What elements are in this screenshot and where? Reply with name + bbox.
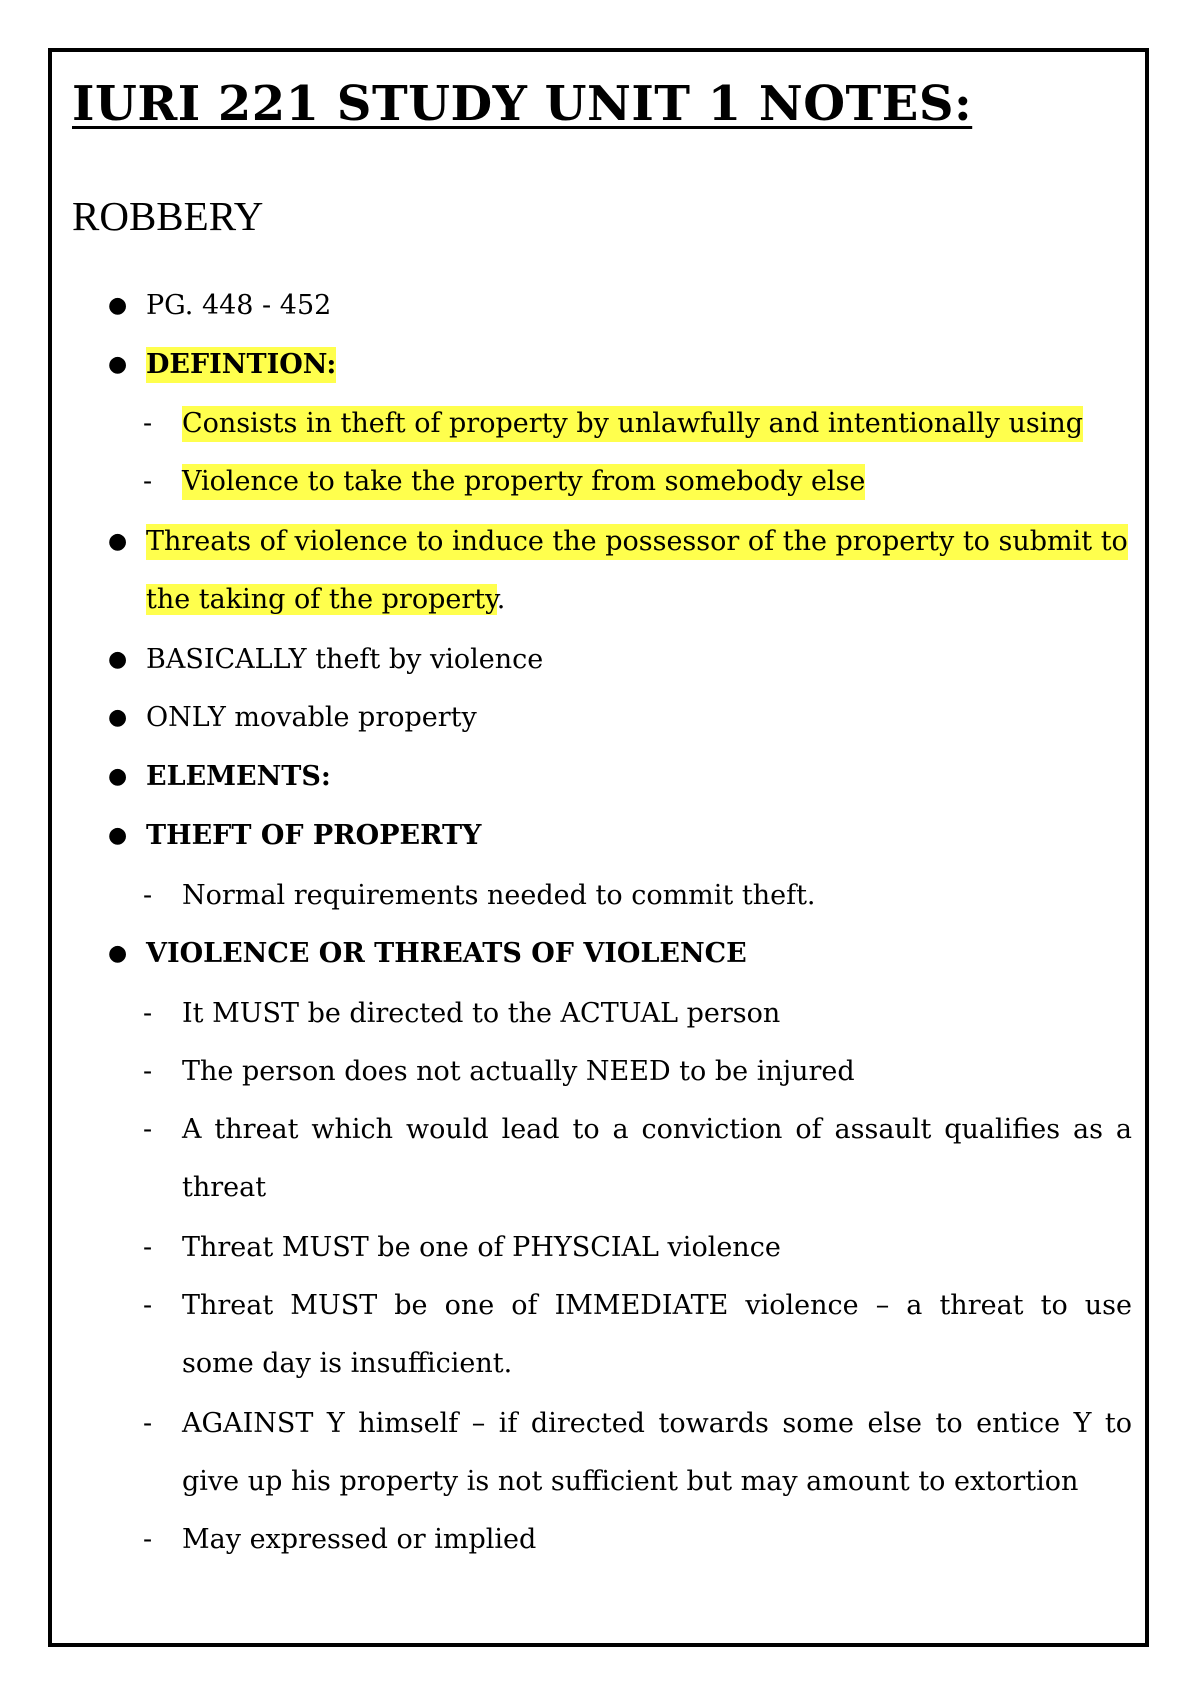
dash-marker: - bbox=[143, 408, 153, 439]
list-item: ONLY movable property bbox=[146, 702, 477, 733]
document-title: IURI 221 STUDY UNIT 1 NOTES: bbox=[72, 76, 973, 132]
sub-item-continuation: some day is insufficient. bbox=[182, 1348, 513, 1379]
dash-marker: - bbox=[143, 1290, 153, 1321]
list-item: BASICALLY theft by violence bbox=[146, 644, 544, 675]
sub-item: A threat which would lead to a conviction of assault qualifies as a bbox=[182, 1114, 1132, 1145]
dash-marker: - bbox=[143, 1056, 153, 1087]
elements-heading: ELEMENTS: bbox=[146, 761, 331, 792]
dash-marker: - bbox=[143, 1232, 153, 1263]
dash-marker: - bbox=[143, 1408, 153, 1439]
sub-item: It MUST be directed to the ACTUAL person bbox=[182, 998, 781, 1029]
bullet-marker: ● bbox=[108, 529, 128, 554]
bullet-marker: ● bbox=[108, 941, 128, 966]
sub-item: The person does not actually NEED to be injured bbox=[182, 1056, 855, 1087]
sub-item-continuation: threat bbox=[182, 1172, 267, 1203]
sub-item: May expressed or implied bbox=[182, 1524, 537, 1555]
bullet-marker: ● bbox=[108, 293, 128, 318]
threats-line: Threats of violence to induce the possessor of the property to submit to bbox=[146, 524, 1128, 560]
sub-item: Threat MUST be one of PHYSCIAL violence bbox=[182, 1232, 781, 1263]
sub-item: Threat MUST be one of IMMEDIATE violence – a threat to use bbox=[182, 1290, 1132, 1321]
definition-line: Violence to take the property from somebody else bbox=[182, 464, 865, 500]
period: . bbox=[496, 584, 506, 615]
bullet-marker: ● bbox=[108, 352, 128, 377]
element-heading: THEFT OF PROPERTY bbox=[146, 820, 482, 851]
dash-marker: - bbox=[143, 1524, 153, 1555]
dash-marker: - bbox=[143, 998, 153, 1029]
sub-item: AGAINST Y himself – if directed towards some else to entice Y to bbox=[182, 1408, 1132, 1439]
sub-item-continuation: give up his property is not sufficient but may amount to extortion bbox=[182, 1466, 1079, 1497]
section-heading: ROBBERY bbox=[72, 193, 264, 239]
highlighted-text: the taking of the property bbox=[146, 584, 497, 615]
definition-line: Consists in theft of property by unlawfully and intentionally using bbox=[182, 406, 1083, 442]
dash-marker: - bbox=[143, 1114, 153, 1145]
bullet-marker: ● bbox=[108, 705, 128, 730]
bullet-marker: ● bbox=[108, 647, 128, 672]
element-heading: VIOLENCE OR THREATS OF VIOLENCE bbox=[146, 938, 747, 969]
bullet-marker: ● bbox=[108, 823, 128, 848]
bullet-marker: ● bbox=[108, 764, 128, 789]
definition-heading: DEFINTION: bbox=[146, 347, 336, 383]
threats-continuation bbox=[146, 582, 505, 618]
dash-marker: - bbox=[143, 880, 153, 911]
dash-marker: - bbox=[143, 466, 153, 497]
sub-item: Normal requirements needed to commit theft. bbox=[182, 880, 816, 911]
page-reference: PG. 448 - 452 bbox=[146, 290, 332, 321]
